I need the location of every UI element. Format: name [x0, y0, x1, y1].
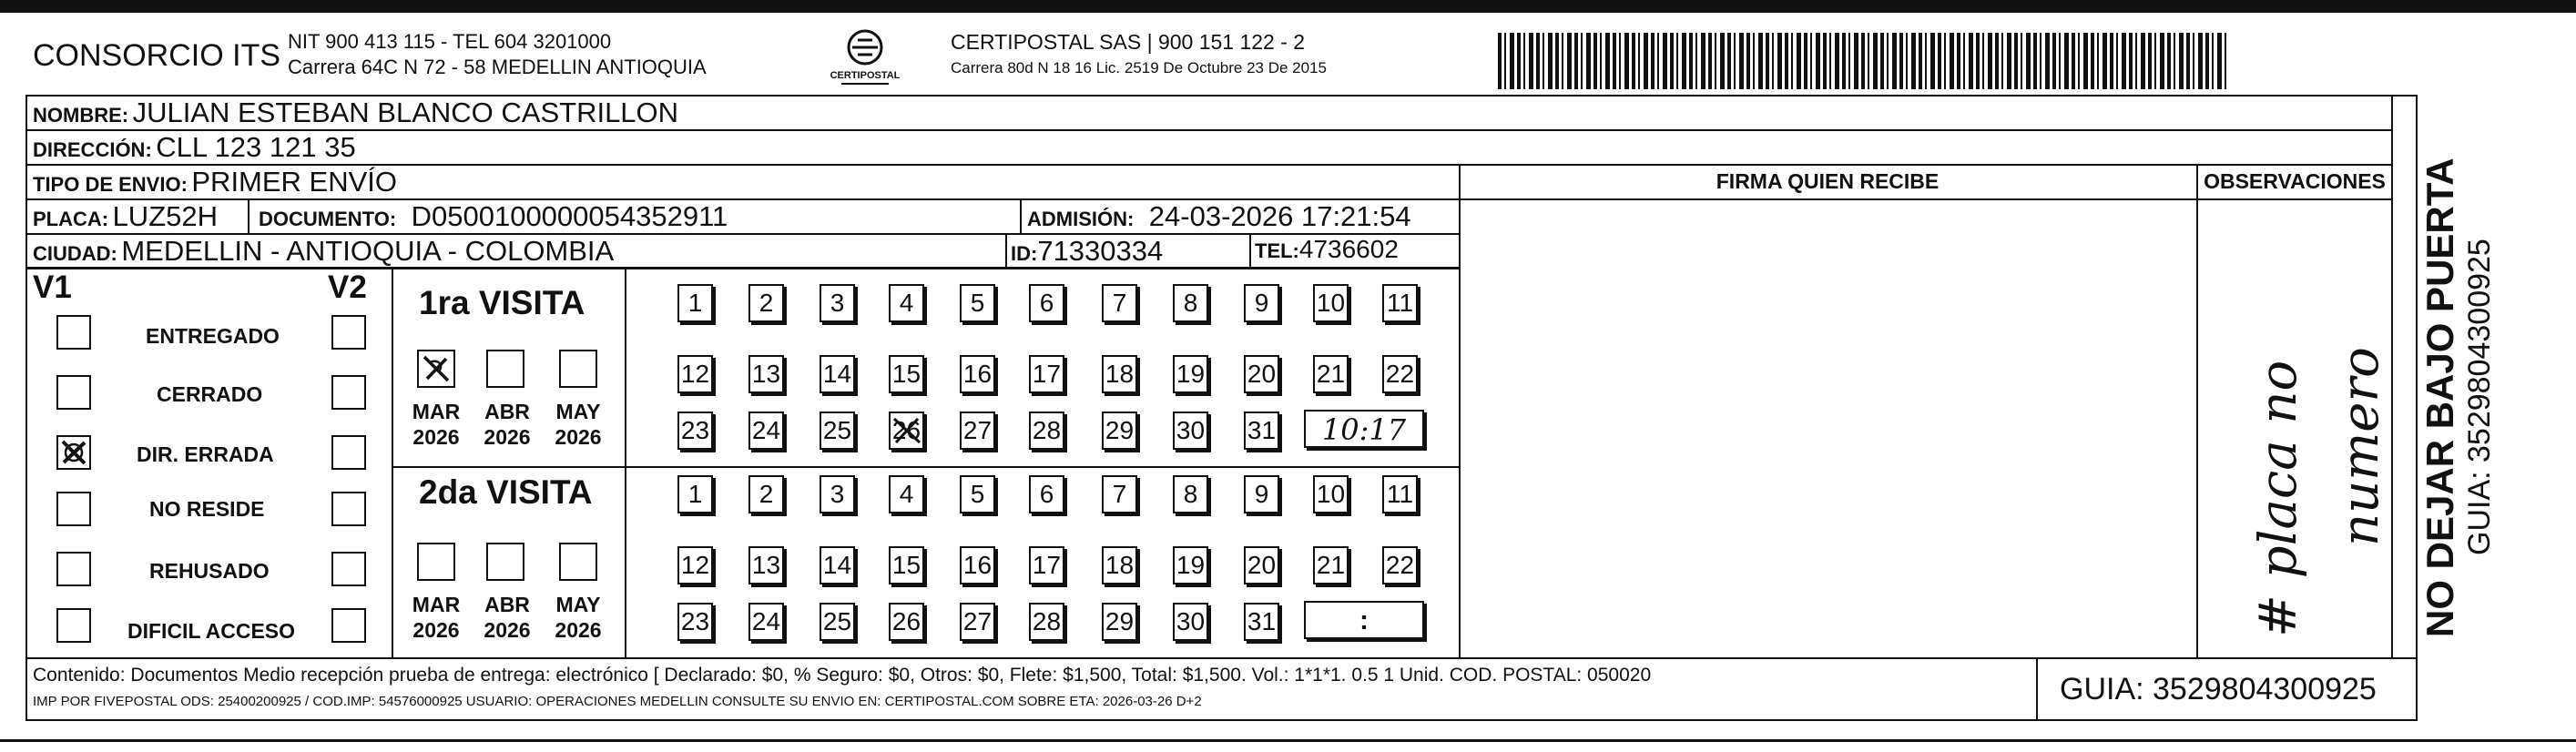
nombre-value: JULIAN ESTEBAN BLANCO CASTRILLON	[132, 97, 679, 128]
second-visit-day-15[interactable]: 15	[889, 546, 924, 584]
first-visit-day-5[interactable]: 5	[960, 284, 995, 322]
status-no-reside: NO RESIDE	[149, 497, 265, 521]
first-visit-day-25[interactable]: 25	[820, 412, 855, 450]
second-visit-day-20[interactable]: 20	[1244, 546, 1279, 584]
v2-dificil-acceso-checkbox[interactable]	[331, 608, 366, 643]
second-visit-day-2[interactable]: 2	[748, 475, 784, 513]
observaciones-handwritten-line1: # placa no	[2249, 360, 2308, 637]
status-cerrado: CERRADO	[157, 382, 263, 406]
tipo-envio-label: TIPO DE ENVIO:	[33, 173, 188, 196]
status-entregado: ENTREGADO	[146, 324, 280, 348]
second-visit-day-6[interactable]: 6	[1029, 475, 1064, 513]
second-visit-day-21[interactable]: 21	[1313, 546, 1349, 584]
v2-label: V2	[328, 269, 367, 305]
v1-dir-errada-checkbox[interactable]	[56, 435, 91, 470]
status-dir-errada: DIR. ERRADA	[137, 442, 274, 466]
admision-value: 24-03-2026 17:21:54	[1148, 200, 1411, 232]
first-visit-day-8[interactable]: 8	[1173, 284, 1208, 322]
address-line: Carrera 64C N 72 - 58 MEDELLIN ANTIOQUIA	[288, 56, 707, 78]
firma-header: FIRMA QUIEN RECIBE	[1716, 169, 1940, 193]
first-visit-day-18[interactable]: 18	[1102, 355, 1137, 393]
first-visit-day-7[interactable]: 7	[1102, 284, 1137, 322]
first-visit-day-6[interactable]: 6	[1029, 284, 1064, 322]
second-visit-mar-checkbox[interactable]	[417, 543, 455, 581]
first-visit-day-10[interactable]: 10	[1313, 284, 1349, 322]
second-visit-day-23[interactable]: 23	[677, 603, 713, 641]
observaciones-header: OBSERVACIONES	[2204, 169, 2386, 193]
v1-label: V1	[33, 269, 72, 305]
top-border	[0, 0, 2576, 13]
second-visit-day-9[interactable]: 9	[1244, 475, 1279, 513]
second-visit-day-18[interactable]: 18	[1102, 546, 1137, 584]
second-visit-day-19[interactable]: 19	[1173, 546, 1208, 584]
first-visit-day-11[interactable]: 11	[1382, 284, 1418, 322]
second-visit-title: 2da VISITA	[419, 473, 593, 511]
first-visit-day-29[interactable]: 29	[1102, 412, 1137, 450]
nombre-label: NOMBRE:	[33, 104, 129, 127]
first-month-mar: MAR 2026	[412, 400, 461, 449]
second-visit-day-7[interactable]: 7	[1102, 475, 1137, 513]
check-mark-icon	[58, 437, 89, 468]
first-visit-day-14[interactable]: 14	[820, 355, 855, 393]
second-visit-day-27[interactable]: 27	[960, 603, 995, 641]
second-visit-day-29[interactable]: 29	[1102, 603, 1137, 641]
v2-dir-errada-checkbox[interactable]	[331, 435, 366, 470]
documento-value: D0500100000054352911	[411, 200, 728, 232]
second-visit-day-28[interactable]: 28	[1029, 603, 1064, 641]
second-visit-time[interactable]: :	[1304, 601, 1424, 639]
first-visit-mar-checkbox[interactable]	[417, 350, 455, 388]
second-visit-day-14[interactable]: 14	[820, 546, 855, 584]
v2-cerrado-checkbox[interactable]	[331, 375, 366, 410]
first-visit-day-30[interactable]: 30	[1173, 412, 1208, 450]
v2-rehusado-checkbox[interactable]	[331, 552, 366, 586]
direccion-label: DIRECCIÓN:	[33, 138, 152, 161]
footer-content-line: Contenido: Documentos Medio recepción prueba de entrega: electrónico [ Declarado: $0, % Seguro: $0, Otros: $0, Flete: $1,500, Total: $1,500. Vol.: 1*1*1. 0.5 1 Unid. COD. POSTAL: 050020	[33, 665, 1652, 686]
observaciones-handwritten-line2: numero	[2331, 347, 2390, 546]
second-visit-day-11[interactable]: 11	[1382, 475, 1418, 513]
company-name: CONSORCIO ITS	[33, 38, 281, 73]
placa-value: LUZ52H	[112, 200, 218, 232]
second-visit-day-16[interactable]: 16	[960, 546, 995, 584]
second-visit-day-24[interactable]: 24	[748, 603, 784, 641]
certipostal-line1: CERTIPOSTAL SAS | 900 151 122 - 2	[951, 30, 1306, 54]
v1-entregado-checkbox[interactable]	[56, 315, 91, 350]
second-visit-day-4[interactable]: 4	[889, 475, 924, 513]
second-visit-abr-checkbox[interactable]	[486, 543, 524, 581]
second-visit-day-12[interactable]: 12	[677, 546, 713, 584]
side-guia: GUIA: 3529804300925	[2462, 239, 2497, 555]
first-visit-day-26[interactable]: 26	[889, 412, 924, 450]
first-visit-day-12[interactable]: 12	[677, 355, 713, 393]
certipostal-line2: Carrera 80d N 18 16 Lic. 2519 De Octubre 23 De 2015	[951, 59, 1327, 76]
nit-line: NIT 900 413 115 - TEL 604 3201000	[288, 30, 612, 53]
logo-text: CERTIPOSTAL	[830, 70, 901, 81]
v1-dificil-acceso-checkbox[interactable]	[56, 608, 91, 643]
ciudad-value: MEDELLIN - ANTIOQUIA - COLOMBIA	[121, 235, 615, 267]
first-visit-may-checkbox[interactable]	[559, 350, 597, 388]
first-visit-day-23[interactable]: 23	[677, 412, 713, 450]
admision-label: ADMISIÓN:	[1027, 208, 1135, 230]
first-visit-day-17[interactable]: 17	[1029, 355, 1064, 393]
second-visit-day-30[interactable]: 30	[1173, 603, 1208, 641]
first-visit-day-24[interactable]: 24	[748, 412, 784, 450]
second-visit-day-31[interactable]: 31	[1244, 603, 1279, 641]
v2-no-reside-checkbox[interactable]	[331, 492, 366, 526]
footer-imp-line: IMP POR FIVEPOSTAL ODS: 25400200925 / COD.IMP: 54576000925 USUARIO: OPERACIONES MEDELLIN CONSULTE SU ENVIO EN: CERTIPOSTAL.COM SOBRE ETA: 2026-03-26 D+2	[33, 694, 1202, 709]
first-visit-title: 1ra VISITA	[419, 284, 585, 321]
first-visit-day-4[interactable]: 4	[889, 284, 924, 322]
tel-label: TEL:	[1255, 239, 1299, 262]
first-visit-day-31[interactable]: 31	[1244, 412, 1279, 450]
first-visit-day-27[interactable]: 27	[960, 412, 995, 450]
second-visit-day-22[interactable]: 22	[1382, 546, 1418, 584]
second-visit-day-10[interactable]: 10	[1313, 475, 1349, 513]
second-visit-day-25[interactable]: 25	[820, 603, 855, 641]
first-visit-day-15[interactable]: 15	[889, 355, 924, 393]
tipo-envio-value: PRIMER ENVÍO	[191, 166, 398, 198]
second-visit-day-5[interactable]: 5	[960, 475, 995, 513]
ciudad-label: CIUDAD:	[33, 242, 117, 265]
check-mark-icon	[419, 351, 453, 386]
first-visit-day-21[interactable]: 21	[1313, 355, 1349, 393]
v1-cerrado-checkbox[interactable]	[56, 375, 91, 410]
first-visit-day-22[interactable]: 22	[1382, 355, 1418, 393]
second-visit-day-3[interactable]: 3	[820, 475, 855, 513]
second-visit-day-1[interactable]: 1	[677, 475, 713, 513]
first-visit-day-2[interactable]: 2	[748, 284, 784, 322]
strike-mark-icon	[891, 413, 923, 448]
second-visit-day-17[interactable]: 17	[1029, 546, 1064, 584]
status-dificil-acceso: DIFICIL ACCESO	[127, 619, 296, 643]
second-month-may: MAY 2026	[555, 593, 602, 642]
first-visit-day-19[interactable]: 19	[1173, 355, 1208, 393]
v1-rehusado-checkbox[interactable]	[56, 552, 91, 586]
first-visit-abr-checkbox[interactable]	[486, 350, 524, 388]
first-visit-day-9[interactable]: 9	[1244, 284, 1279, 322]
v1-no-reside-checkbox[interactable]	[56, 492, 91, 526]
first-month-may: MAY 2026	[555, 400, 602, 449]
second-visit-may-checkbox[interactable]	[559, 543, 597, 581]
second-month-abr: ABR 2026	[484, 593, 531, 642]
second-month-mar: MAR 2026	[412, 593, 461, 642]
second-visit-day-8[interactable]: 8	[1173, 475, 1208, 513]
no-dejar-bajo-puerta: NO DEJAR BAJO PUERTA	[2418, 158, 2461, 637]
first-visit-day-28[interactable]: 28	[1029, 412, 1064, 450]
id-value: 71330334	[1037, 235, 1164, 267]
first-visit-day-20[interactable]: 20	[1244, 355, 1279, 393]
footer-guia: GUIA: 3529804300925	[2060, 672, 2377, 706]
placa-label: PLACA:	[33, 208, 109, 230]
firma-area[interactable]	[1462, 202, 2193, 655]
first-visit-day-13[interactable]: 13	[748, 355, 784, 393]
tel-value: 4736602	[1298, 235, 1399, 263]
certipostal-logo	[830, 27, 901, 87]
first-visit-day-3[interactable]: 3	[820, 284, 855, 322]
first-month-abr: ABR 2026	[484, 400, 531, 449]
id-label: ID:	[1011, 242, 1038, 265]
second-visit-day-13[interactable]: 13	[748, 546, 784, 584]
second-visit-day-26[interactable]: 26	[889, 603, 924, 641]
first-visit-time[interactable]: 10:17	[1304, 410, 1424, 448]
v2-entregado-checkbox[interactable]	[331, 315, 366, 350]
barcode	[1498, 33, 2226, 89]
first-visit-day-1[interactable]: 1	[677, 284, 713, 322]
direccion-value: CLL 123 121 35	[156, 131, 356, 163]
documento-label: DOCUMENTO:	[259, 208, 397, 230]
status-rehusado: REHUSADO	[149, 559, 270, 583]
first-visit-day-16[interactable]: 16	[960, 355, 995, 393]
